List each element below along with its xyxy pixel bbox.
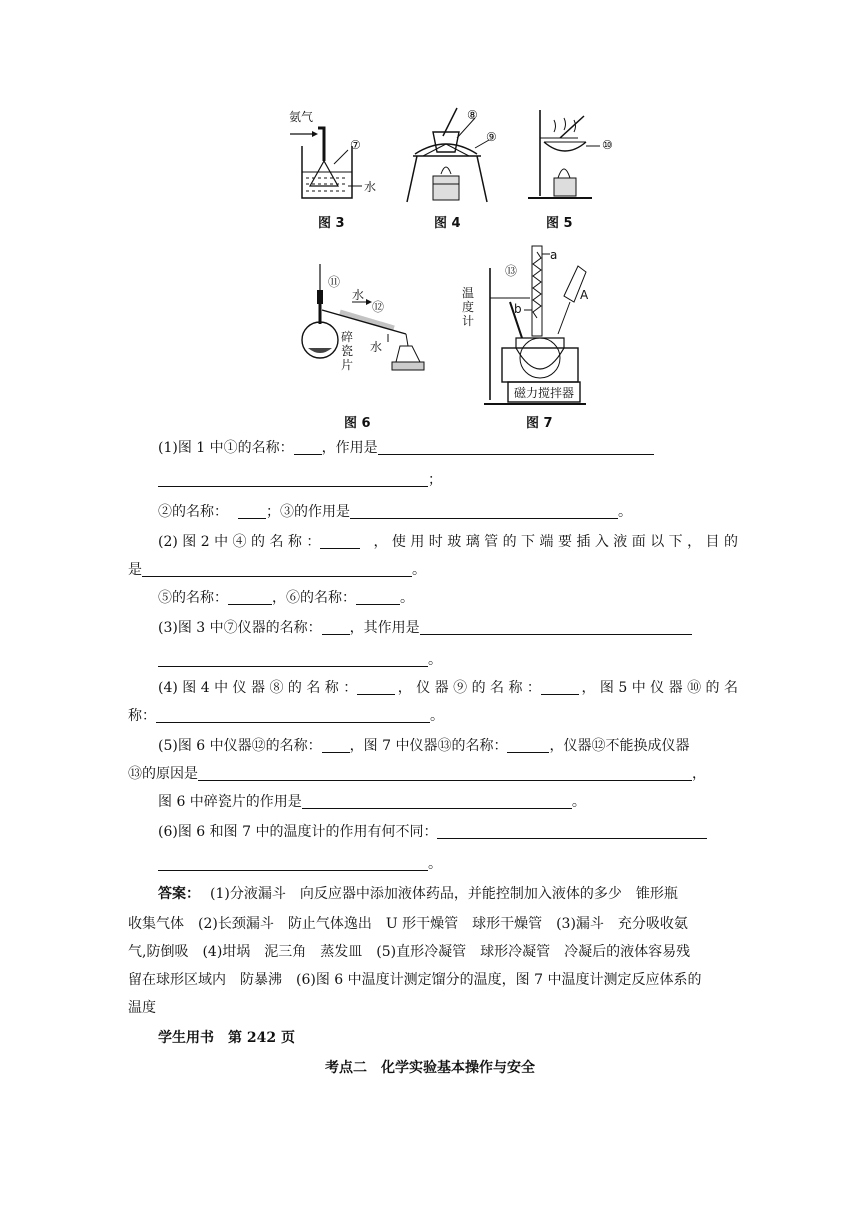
q3-blank-1[interactable] (322, 618, 350, 635)
fig6-water-out-label: 水 (370, 340, 383, 354)
question-6-line-1 (0, 818, 860, 846)
q1-text-f: 。 (618, 504, 632, 520)
fig3-gas-label: 氨气 (289, 110, 314, 124)
q6-blank-2[interactable] (158, 854, 428, 871)
q1-text-a: (1)图 1 中①的名称： (158, 440, 294, 456)
q1-text-d: ②的名称： (158, 504, 228, 520)
answer-line-2 (0, 910, 860, 938)
q4-text-a: (4) 图 4 中 仪 器 ⑧ 的 名 称 ： (158, 680, 358, 696)
section-title: 考点二 化学实验基本操作与安全 (325, 1060, 535, 1076)
q5-text-b: ，图 7 中仪器⑬的名称： (349, 738, 508, 754)
fig7-label-a: a (550, 248, 558, 262)
answer-line-4 (0, 966, 860, 994)
q5-blank-1[interactable] (322, 736, 350, 753)
q1-text-c: ； (428, 472, 442, 488)
question-3-line-2 (0, 646, 860, 674)
figure-4-caption: 图 4 (434, 216, 461, 231)
answer-text-3: 气,防倒吸 (4)坩埚 泥三角 蒸发皿 (5)直形冷凝管 球形冷凝管 冷凝后的液体容易残 (128, 944, 691, 960)
question-1-line-3 (0, 498, 860, 526)
q5-text-e: ， (692, 766, 706, 782)
q2-blank-2[interactable] (142, 560, 412, 577)
figure-3-caption: 图 3 (318, 216, 345, 231)
q2-text-g: 。 (400, 590, 414, 606)
q4-blank-2[interactable] (541, 678, 579, 695)
q1-text-e: ；③的作用是 (266, 504, 350, 520)
q5-text-g: 。 (571, 794, 586, 810)
q5-blank-2[interactable] (507, 736, 549, 753)
q3-text-c: 。 (428, 652, 442, 668)
q3-text-b: ，其作用是 (349, 620, 420, 636)
q2-blank-4[interactable] (356, 588, 400, 605)
q5-text-a: (5)图 6 中仪器⑫的名称： (158, 738, 322, 754)
figure-5-evaporating-dish (520, 108, 630, 208)
q4-blank-1[interactable] (357, 678, 395, 695)
q3-blank-3[interactable] (158, 650, 428, 667)
q2-blank-3[interactable] (228, 588, 272, 605)
answer-line-1 (0, 880, 860, 908)
answer-text-2: 收集气体 (2)长颈漏斗 防止气体逸出 U 形干燥管 球形干燥管 (3)漏斗 充分吸收氨 (128, 916, 688, 932)
answer-text-5: 温度 (128, 1000, 156, 1016)
question-1-line-2 (0, 466, 860, 494)
answer-line-3 (0, 938, 860, 966)
q5-blank-3[interactable] (198, 764, 692, 781)
q4-text-b: ， 仪 器 ⑨ 的 名 称 ： (397, 680, 541, 696)
answer-text-1: (1)分液漏斗 向反应器中添加液体药品，并能控制加入液体的多少 锥形瓶 (210, 886, 678, 902)
fig5-item-label: ⑩ (602, 138, 613, 152)
q1-text-b: ，作用是 (321, 440, 378, 456)
fig7-thermometer-label: 温度计 (462, 286, 475, 328)
figure-4-crucible-heating (405, 104, 505, 208)
fig4-item9-label: ⑨ (486, 130, 497, 144)
fig6-item11-label: ⑪ (328, 275, 341, 289)
q2-text-f: ，⑥的名称： (272, 590, 356, 606)
figure-7-caption: 图 7 (526, 416, 553, 431)
q4-text-e: 。 (430, 708, 444, 724)
q1-blank-2[interactable] (378, 438, 654, 455)
figure-6-caption: 图 6 (344, 416, 371, 431)
q5-text-f: 图 6 中碎瓷片的作用是 (158, 794, 302, 810)
q1-blank-1[interactable] (294, 438, 322, 455)
fig7-label-b: b (514, 302, 522, 316)
q6-text-b: 。 (428, 856, 442, 872)
q3-text-a: (3)图 3 中⑦仪器的名称： (158, 620, 322, 636)
fig7-label-A: A (580, 288, 589, 302)
answer-label: 答案： (158, 886, 200, 902)
q5-text-c: ，仪器⑫不能换成仪器 (549, 738, 690, 754)
fig6-item12-label: ⑫ (372, 300, 385, 314)
question-5-line-1 (0, 732, 860, 760)
fig3-water-label: 水 (364, 180, 377, 194)
question-5-line-3 (0, 788, 860, 816)
fig3-item-label: ⑦ (350, 138, 361, 152)
q3-blank-2[interactable] (420, 618, 692, 635)
question-2-line-2 (0, 556, 860, 584)
section-heading (0, 1054, 860, 1082)
figure-6-distillation (296, 262, 426, 372)
q4-text-d: 称： (128, 708, 156, 724)
question-5-line-2 (0, 760, 860, 788)
fig4-item8-label: ⑧ (467, 108, 478, 122)
q2-text-a: (2) 图 2 中 ④ 的 名 称 ： (158, 534, 321, 550)
question-6-line-2 (0, 850, 860, 878)
answer-text-4: 留在球形区域内 防暴沸 (6)图 6 中温度计测定馏分的温度，图 7 中温度计测定反应体系的 (128, 972, 702, 988)
q5-text-d: ⑬的原因是 (128, 766, 198, 782)
question-2-line-1 (158, 528, 738, 556)
q2-text-c: 是 (128, 562, 142, 578)
q2-text-d: 。 (412, 562, 426, 578)
q1-blank-4[interactable] (238, 502, 266, 519)
q6-text-a: (6)图 6 和图 7 中的温度计的作用有何不同： (158, 824, 438, 840)
q2-text-b: ， 使 用 时 玻 璃 管 的 下 端 要 插 入 液 面 以 下 ， 目 的 (373, 534, 738, 550)
q1-blank-3[interactable] (158, 470, 428, 487)
question-3-line-1 (0, 614, 860, 642)
fig6-chips-label: 碎瓷片 (341, 330, 354, 372)
answer-line-5 (0, 994, 860, 1022)
fig7-item13-label: ⑬ (505, 264, 518, 278)
q4-blank-3[interactable] (156, 706, 430, 723)
question-4-line-2 (0, 702, 860, 730)
question-1-line-1 (0, 434, 860, 462)
q2-blank-1[interactable] (320, 532, 360, 549)
fig6-water-in-label: 水 (352, 288, 365, 302)
figure-5-caption: 图 5 (546, 216, 573, 231)
q2-text-e: ⑤的名称： (158, 590, 228, 606)
q6-blank-1[interactable] (437, 822, 707, 839)
fig7-stirrer-label: 磁力搅拌器 (514, 386, 575, 400)
q4-text-c: ， 图 5 中 仪 器 ⑩ 的 名 (581, 680, 738, 696)
question-4-line-1 (158, 674, 738, 702)
q1-blank-5[interactable] (350, 502, 618, 519)
q5-blank-4[interactable] (302, 792, 572, 809)
page-ref-text: 学生用书 第 242 页 (158, 1030, 295, 1046)
page-reference (0, 1024, 860, 1052)
question-2-line-3 (0, 584, 860, 612)
